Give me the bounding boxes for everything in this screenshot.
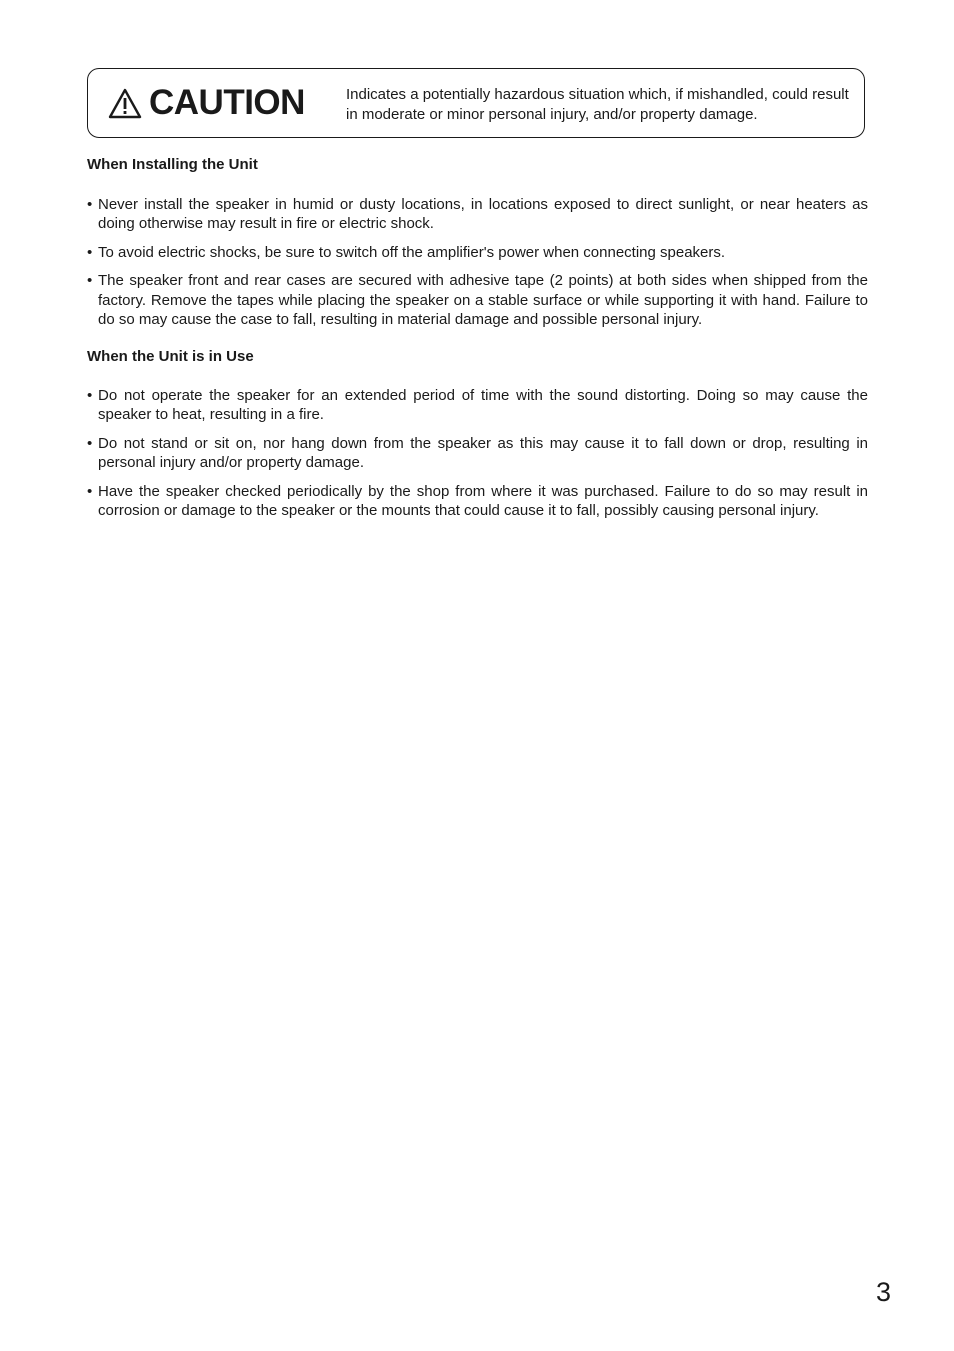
bullet-mark: • (87, 387, 93, 404)
list-item-text: Have the speaker checked periodically by the shop from where it was purchased. Failure to do so may result in corrosion or damage to the speaker or the mounts that could cause it to fall, possibly causing personal injury. (98, 482, 868, 520)
bullet-mark: • (87, 196, 93, 213)
list-item-text: The speaker front and rear cases are secured with adhesive tape (2 points) at both sides when shipped from the factory. Remove the tapes while placing the speaker on a stable surface or while supporting it with hand. Failure to do so may cause the case to fall, resulting in material damage and possible personal injury. (98, 272, 868, 329)
installing-bullet-list (87, 195, 868, 338)
bullet-mark: • (87, 434, 93, 452)
list-item-text: Never install the speaker in humid or dusty locations, in locations exposed to direct sunlight, or near heaters as doing otherwise may result in fire or electric shock. (98, 196, 868, 233)
list-item-text: Do not stand or sit on, nor hang down from the speaker as this may cause it to fall down or drop, resulting in personal injury and/or property damage. (98, 434, 868, 472)
caution-title: CAUTION (149, 83, 305, 122)
list-item-text: To avoid electric shocks, be sure to switch off the amplifier's power when connecting speakers. (98, 243, 726, 261)
warning-triangle-icon (108, 88, 142, 119)
list-item (87, 434, 868, 473)
list-item (87, 271, 868, 329)
caution-description: Indicates a potentially hazardous situation which, if mishandled, could result in moderate or minor personal injury, and/or property damage. (346, 86, 849, 123)
list-item-text: Do not operate the speaker for an extended period of time with the sound distorting. Doing so may cause the speaker to heat, resulting in a fire. (98, 387, 868, 424)
list-item (87, 195, 868, 234)
bullet-mark: • (87, 482, 93, 500)
caution-box (87, 68, 865, 138)
list-item (87, 482, 868, 521)
list-item (87, 243, 868, 262)
in-use-bullet-list (87, 386, 868, 529)
section-heading-installing: When Installing the Unit (87, 156, 258, 173)
page-number: 3 (876, 1277, 892, 1307)
section-heading-in-use: When the Unit is in Use (87, 348, 254, 365)
bullet-mark: • (87, 243, 93, 261)
list-item (87, 386, 868, 425)
bullet-mark: • (87, 272, 93, 290)
